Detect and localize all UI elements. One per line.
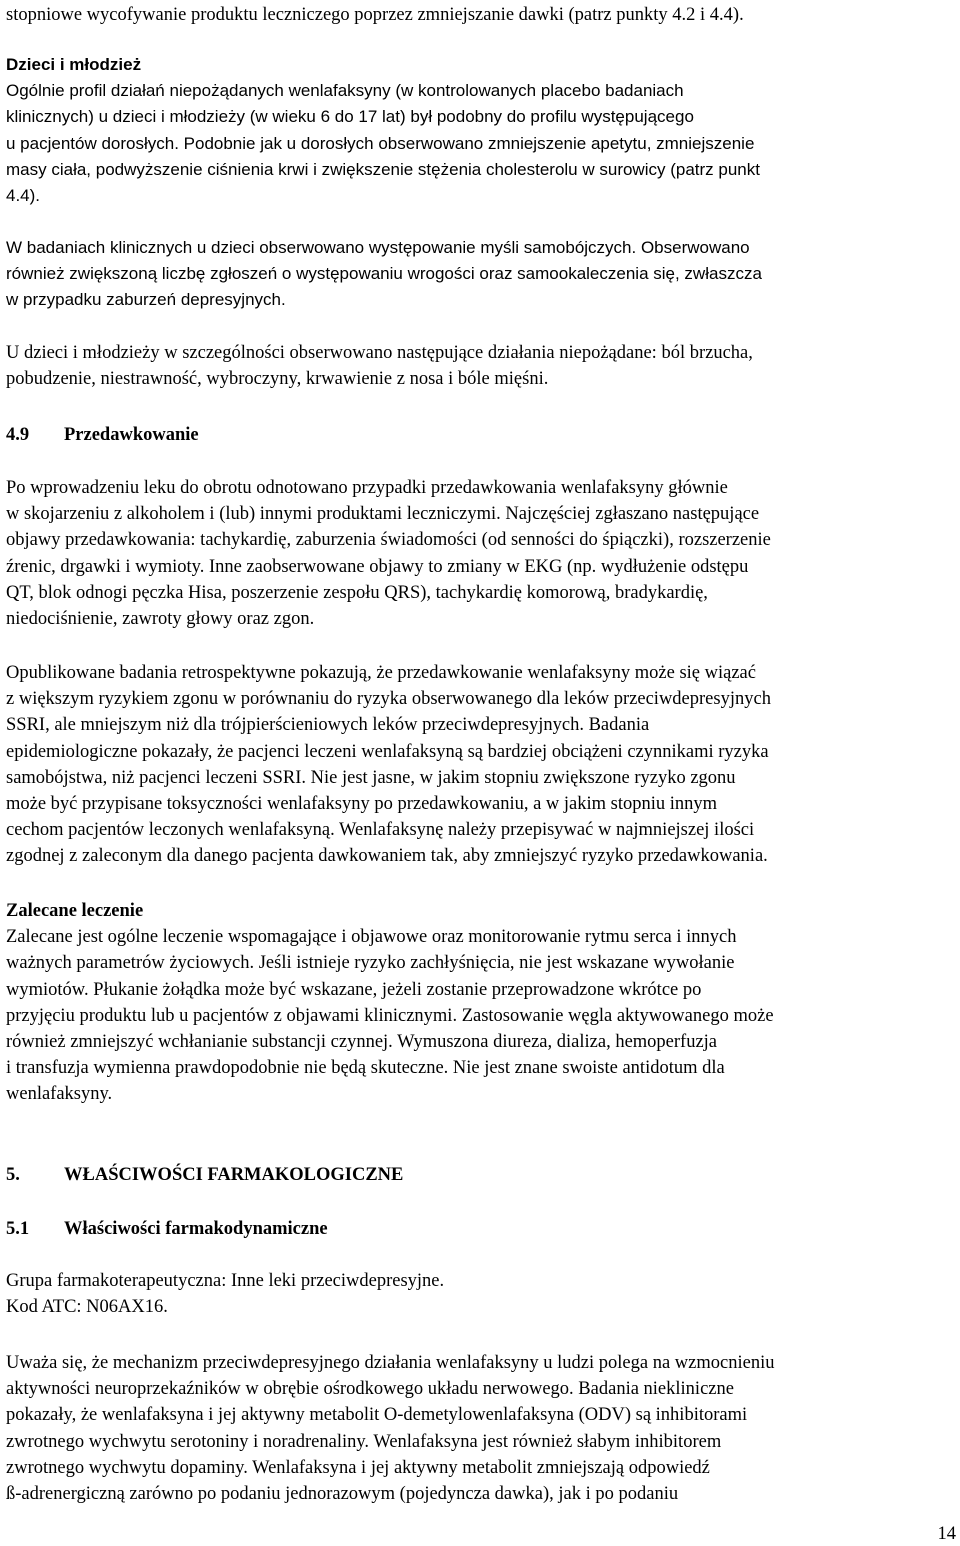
section-number: 4.9 <box>6 425 30 445</box>
text-line: źrenic, drgawki i wymioty. Inne zaobserwowane objawy to zmiany w EKG (np. wydłużenie odstępu <box>6 556 749 577</box>
text-line: epidemiologiczne pokazały, że pacjenci leczeni wenlafaksyną są bardziej obciążeni czynnikami ryzyka <box>6 741 769 762</box>
text-line: aktywności neuroprzekaźników w obrębie ośrodkowego układu nerwowego. Badania niekliniczne <box>6 1379 734 1400</box>
text-line: zwrotnego wychwytu dopaminy. Wenlafaksyna i jej aktywny metabolit zmniejszają odpowiedź <box>6 1457 710 1478</box>
text-line: wenlafaksyny. <box>6 1084 113 1105</box>
text-line: W badaniach klinicznych u dzieci obserwowano występowanie myśli samobójczych. Obserwowano <box>6 238 750 257</box>
text-line: przyjęciu produktu lub u pacjentów z objawami klinicznymi. Zastosowanie węgla aktywowanego może <box>6 1005 774 1026</box>
text-line: Uważa się, że mechanizm przeciwdepresyjnego działania wenlafaksyny u ludzi polega na wzmocnieniu <box>6 1353 775 1373</box>
paragraph-top <box>6 2 958 28</box>
paragraph-adverse-effects <box>6 340 958 392</box>
paragraph-pharmacotherapeutic-group <box>6 1268 958 1320</box>
text-line: QT, blok odnogi pęczka Hisa, poszerzenie zespołu QRS), tachykardię komorową, bradykardię, <box>6 582 708 603</box>
section-number: 5. <box>6 1165 20 1185</box>
text-line: objawy przedawkowania: tachykardię, zaburzenia świadomości (od senności do śpiączki), rozszerzenie <box>6 530 771 551</box>
text-line: zgodnej z zaleconym dla danego pacjenta dawkowaniem tak, aby zmniejszyć ryzyko przedawkowania. <box>6 846 768 867</box>
section-number: 5.1 <box>6 1219 30 1239</box>
section-heading-5-1 <box>6 1216 958 1242</box>
subheading-treatment: Zalecane leczenie <box>6 901 144 921</box>
page-number: 14 <box>937 1524 956 1544</box>
section-heading-5 <box>6 1162 958 1188</box>
text-line: Po wprowadzeniu leku do obrotu odnotowano przypadki przedawkowania wenlafaksyny głównie <box>6 478 728 498</box>
text-line: U dzieci i młodzieży w szczególności obserwowano następujące działania niepożądane: ból brzucha, <box>6 343 753 363</box>
paragraph-overdose-1 <box>6 475 958 632</box>
text-line: w przypadku zaburzeń depresyjnych. <box>6 290 286 310</box>
text-line: Kod ATC: N06AX16. <box>6 1297 168 1318</box>
paragraph-mechanism <box>6 1350 958 1507</box>
section-heading-4-9 <box>6 422 958 448</box>
text-line: Zalecane jest ogólne leczenie wspomagające i objawowe oraz monitorowanie rytmu serca i innych <box>6 927 737 948</box>
section-children <box>6 52 958 209</box>
text-line: masy ciała, podwyższenie ciśnienia krwi i zwiększenie stężenia cholesterolu w surowicy (patrz punkt <box>6 159 760 179</box>
text-line: u pacjentów dorosłych. Podobnie jak u dorosłych obserwowano zmniejszenie apetytu, zmniejszenie <box>6 133 755 153</box>
section-recommended-treatment <box>6 898 958 1108</box>
text-line: 4.4). <box>6 186 41 206</box>
text-line: klinicznych) u dzieci i młodzieży (w wieku 6 do 17 lat) był podobny do profilu występującego <box>6 107 694 127</box>
text-line: niedociśnienie, zawroty głowy oraz zgon. <box>6 609 315 630</box>
text-line: również zwiększoną liczbę zgłoszeń o występowaniu wrogości oraz samookaleczenia się, zwłaszcza <box>6 264 762 284</box>
section-title: Właściwości farmakodynamiczne <box>64 1219 328 1239</box>
section-title: WŁAŚCIWOŚCI FARMAKOLOGICZNE <box>64 1165 404 1185</box>
text-line: pobudzenie, niestrawność, wybroczyny, krwawienie z nosa i bóle mięśni. <box>6 369 549 390</box>
text-line: wymiotów. Płukanie żołądka może być wskazane, jeżeli zostanie przeprowadzone wkrótce po <box>6 979 702 1000</box>
text-line: stopniowe wycofywanie produktu leczniczego poprzez zmniejszanie dawki (patrz punkty 4.2 i 4.4). <box>6 5 744 25</box>
text-line: pokazały, że wenlafaksyna i jej aktywny metabolit O-demetylowenlafaksyna (ODV) są inhibitorami <box>6 1405 748 1426</box>
paragraph-suicidal-thoughts <box>6 235 958 314</box>
text-line: ważnych parametrów życiowych. Jeśli istnieje ryzyko zachłyśnięcia, nie jest wskazane wywołanie <box>6 953 735 974</box>
text-line: również zmniejszyć wchłanianie substancji czynnej. Wymuszona diureza, dializa, hemoperfuzja <box>6 1032 718 1053</box>
text-line: cechom pacjentów leczonych wenlafaksyną. Wenlafaksynę należy przepisywać w najmniejszej ilości <box>6 820 755 841</box>
subheading-children: Dzieci i młodzież <box>6 55 142 74</box>
text-line: i transfuzja wymienna prawdopodobnie nie będą skuteczne. Nie jest znane swoiste antidotum dla <box>6 1058 725 1079</box>
text-line: z większym ryzykiem zgonu w porównaniu do ryzyka obserwowanego dla leków przeciwdepresyjnych <box>6 689 771 710</box>
text-line: zwrotnego wychwytu serotoniny i noradrenaliny. Wenlafaksyna jest również słabym inhibitorem <box>6 1431 722 1452</box>
text-line: samobójstwa, niż pacjenci leczeni SSRI. Nie jest jasne, w jakim stopniu zwiększone ryzyko zgonu <box>6 767 736 788</box>
text-line: może być przypisane toksyczności wenlafaksyny po przedawkowaniu, a w jakim stopniu innym <box>6 794 718 815</box>
text-line: SSRI, ale mniejszym niż dla trójpierścieniowych leków przeciwdepresyjnych. Badania <box>6 715 650 736</box>
text-line: ß-adrenergiczną zarówno po podaniu jednorazowym (pojedyncza dawka), jak i po podaniu <box>6 1484 679 1505</box>
paragraph-overdose-2 <box>6 660 958 870</box>
text-line: Grupa farmakoterapeutyczna: Inne leki przeciwdepresyjne. <box>6 1271 445 1291</box>
text-line: Ogólnie profil działań niepożądanych wenlafaksyny (w kontrolowanych placebo badaniach <box>6 81 684 101</box>
text-line: Opublikowane badania retrospektywne pokazują, że przedawkowanie wenlafaksyny może się wiązać <box>6 663 756 683</box>
text-line: w skojarzeniu z alkoholem i (lub) innymi produktami leczniczymi. Najczęściej zgłaszano następujące <box>6 504 760 525</box>
section-title: Przedawkowanie <box>64 425 199 445</box>
